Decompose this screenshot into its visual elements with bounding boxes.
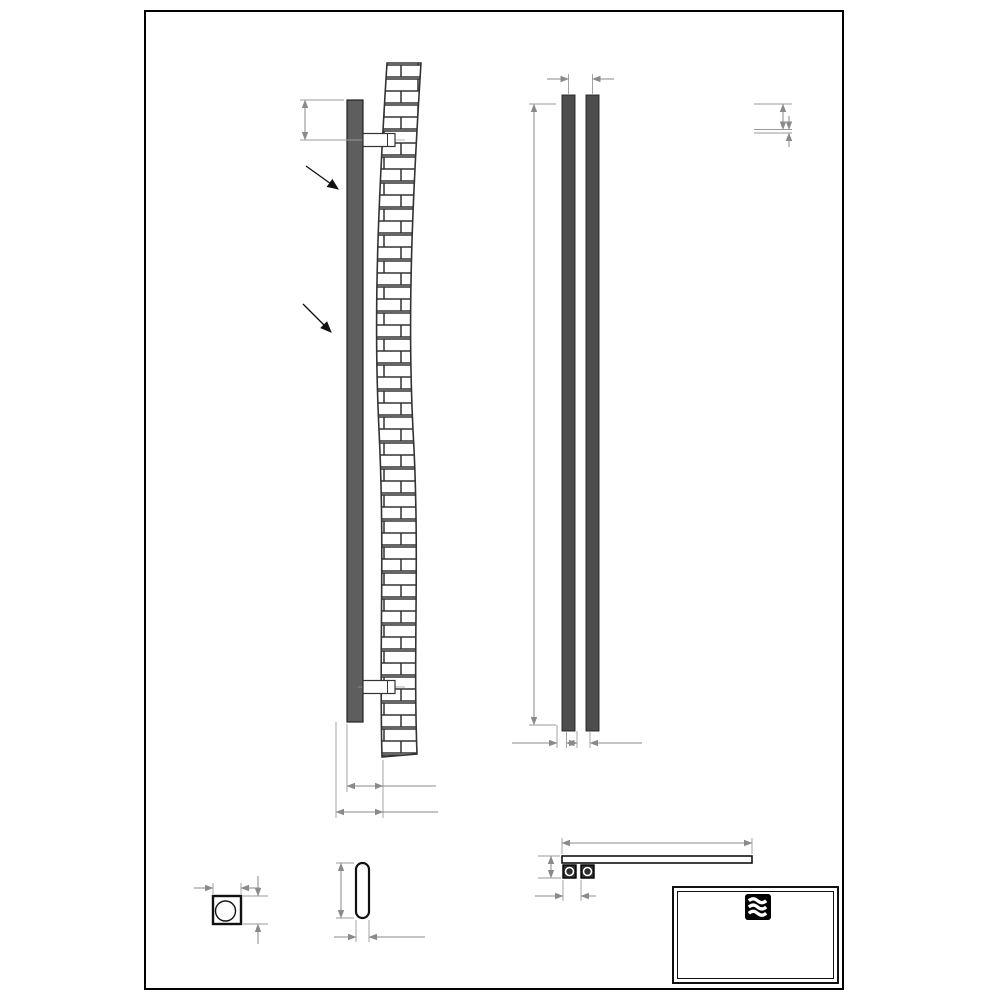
front-elevation	[512, 74, 792, 748]
section-a-square-tube	[213, 896, 241, 924]
section-b-leader	[303, 304, 331, 332]
dim-bottom-pipes	[512, 725, 642, 748]
side-elevation	[300, 63, 438, 818]
section-b-detail	[334, 863, 425, 942]
dim-tapping-centres	[547, 74, 614, 94]
collector-tube-right	[586, 95, 599, 731]
brand-box-inner	[677, 891, 834, 979]
dim-overall-height	[529, 104, 556, 725]
brand-box	[672, 886, 839, 984]
dim-panel-gap	[754, 116, 792, 147]
dim-panel-height	[754, 104, 792, 130]
collector-tube-left	[562, 95, 575, 731]
section-a-detail	[194, 876, 268, 944]
section-b-panel-profile	[356, 863, 369, 918]
radiator-side-bar	[347, 100, 363, 722]
plan-panel	[562, 856, 752, 863]
wall	[377, 63, 421, 757]
eastbrook-logo-icon	[745, 894, 771, 920]
section-a-leader	[306, 166, 338, 189]
